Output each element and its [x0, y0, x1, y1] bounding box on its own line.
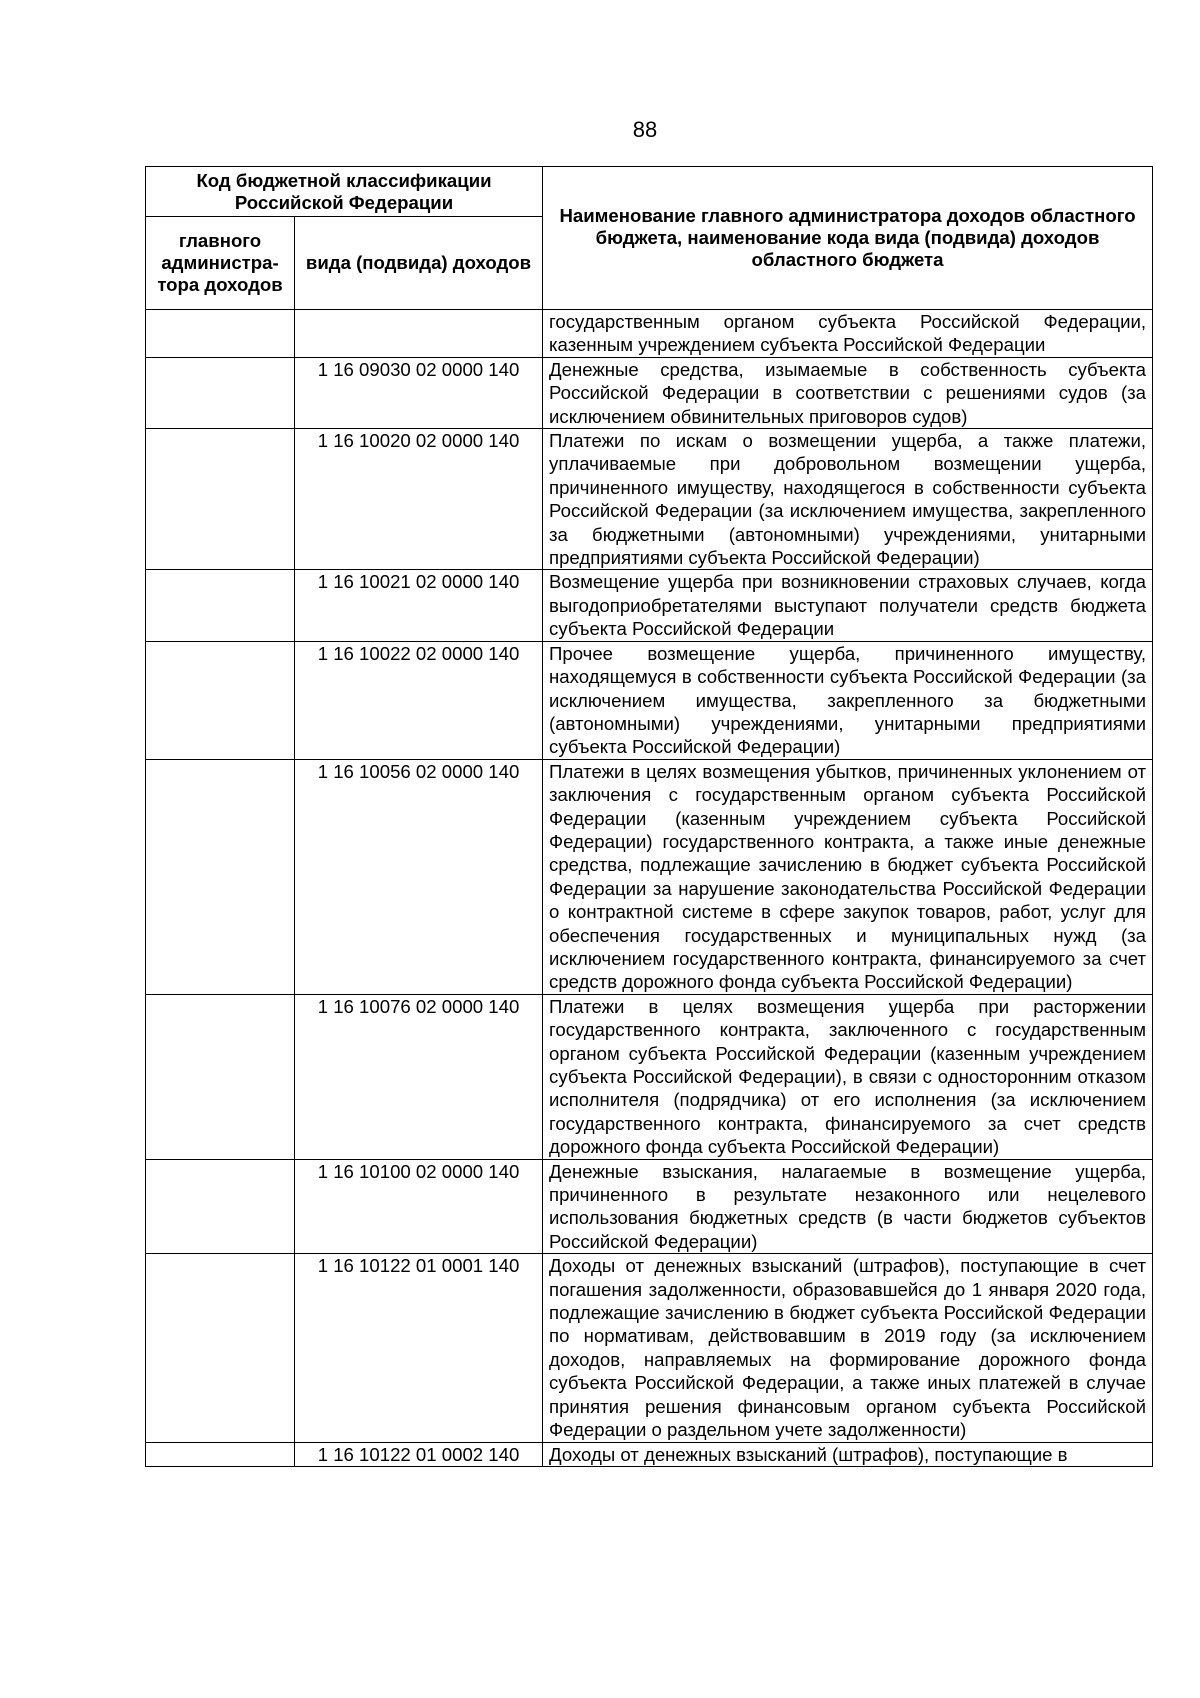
income-code-cell: 1 16 10022 02 0000 140 [295, 641, 543, 759]
income-code-cell: 1 16 10056 02 0000 140 [295, 759, 543, 994]
admin-code-cell [146, 310, 295, 358]
income-code-cell: 1 16 09030 02 0000 140 [295, 357, 543, 428]
income-code-cell: 1 16 10076 02 0000 140 [295, 994, 543, 1159]
income-code-cell: 1 16 10020 02 0000 140 [295, 429, 543, 570]
table-row [146, 1442, 1153, 1466]
income-code-cell: 1 16 10100 02 0000 140 [295, 1159, 543, 1254]
admin-code-cell [146, 759, 295, 994]
table-row [146, 994, 1153, 1159]
income-name-cell: Доходы от денежных взысканий (штрафов), поступающие в счет погашения задолженности, образовавшейся до 1 января 2020 года, подлежащие зачислению в бюджет субъекта Российской Федерации по нормативам, действовавшим в 2019 году (за исключением доходов, направляемых на формирование дорожного фонда субъекта Российской Федерации, а также иных платежей в случае принятия решения финансовым органом субъекта Российской Федерации о раздельном учете задолженности) [543, 1254, 1153, 1442]
income-name-cell: Денежные взыскания, налагаемые в возмещение ущерба, причиненного в результате незаконного или нецелевого использования бюджетных средств (в части бюджетов субъектов Российской Федерации) [543, 1159, 1153, 1254]
header-group-code: Код бюджетной классификации Российской Федерации [146, 167, 543, 217]
admin-code-cell [146, 1254, 295, 1442]
table-row [146, 1159, 1153, 1254]
header-kind: вида (подвида) доходов [295, 217, 543, 310]
income-code-cell: 1 16 10122 01 0002 140 [295, 1442, 543, 1466]
income-name-cell: государственным органом субъекта Российской Федерации, казенным учреждением субъекта Российской Федерации [543, 310, 1153, 358]
income-name-cell: Платежи в целях возмещения ущерба при расторжении государственного контракта, заключенного с государственным органом субъекта Российской Федерации (казенным учреждением субъекта Российской Федерации), в связи с односторонним отказом исполнителя (подрядчика) от его исполнения (за исключением государственного контракта, финансируемого за счет средств дорожного фонда субъекта Российской Федерации) [543, 994, 1153, 1159]
table-row [146, 759, 1153, 994]
header-name: Наименование главного администратора доходов областного бюджета, наименование кода вида (подвида) доходов областного бюджета [543, 167, 1153, 310]
admin-code-cell [146, 994, 295, 1159]
income-code-cell: 1 16 10021 02 0000 140 [295, 570, 543, 641]
income-name-cell: Прочее возмещение ущерба, причиненного имуществу, находящемуся в собственности субъекта Российской Федерации (за исключением имущества, закрепленного за бюджетными (автономными) учреждениями, унитарными предприятиями субъекта Российской Федерации) [543, 641, 1153, 759]
admin-code-cell [146, 429, 295, 570]
income-code-cell: 1 16 10122 01 0001 140 [295, 1254, 543, 1442]
table-header [146, 167, 1153, 310]
table-row [146, 570, 1153, 641]
table-row [146, 641, 1153, 759]
income-name-cell: Возмещение ущерба при возникновении страховых случаев, когда выгодоприобретателями выступают получатели средств бюджета субъекта Российской Федерации [543, 570, 1153, 641]
table-row [146, 429, 1153, 570]
admin-code-cell [146, 641, 295, 759]
table-body [146, 310, 1153, 1467]
table-row [146, 1254, 1153, 1442]
income-name-cell: Платежи по искам о возмещении ущерба, а также платежи, уплачиваемые при добровольном возмещении ущерба, причиненного имуществу, находящегося в собственности субъекта Российской Федерации (за исключением имущества, закрепленного за бюджетными (автономными) учреждениями, унитарными предприятиями субъекта Российской Федерации) [543, 429, 1153, 570]
admin-code-cell [146, 1442, 295, 1466]
income-name-cell: Денежные средства, изымаемые в собственность субъекта Российской Федерации в соответствии с решениями судов (за исключением обвинительных приговоров судов) [543, 357, 1153, 428]
budget-classification-table [145, 166, 1153, 1467]
admin-code-cell [146, 1159, 295, 1254]
page-number: 88 [632, 117, 658, 142]
income-name-cell: Платежи в целях возмещения убытков, причиненных уклонением от заключения с государственным органом субъекта Российской Федерации (казенным учреждением субъекта Российской Федерации) государственного контракта, а также иные денежные средства, подлежащие зачислению в бюджет субъекта Российской Федерации за нарушение законодательства Российской Федерации о контрактной системе в сфере закупок товаров, работ, услуг для обеспечения государственных и муниципальных нужд (за исключением государственного контракта, финансируемого за счет средств дорожного фонда субъекта Российской Федерации) [543, 759, 1153, 994]
admin-code-cell [146, 570, 295, 641]
admin-code-cell [146, 357, 295, 428]
header-admin: главного администра-тора доходов [146, 217, 295, 310]
table-row [146, 357, 1153, 428]
table-row [146, 310, 1153, 358]
income-name-cell: Доходы от денежных взысканий (штрафов), поступающие в [543, 1442, 1153, 1466]
income-code-cell [295, 310, 543, 358]
